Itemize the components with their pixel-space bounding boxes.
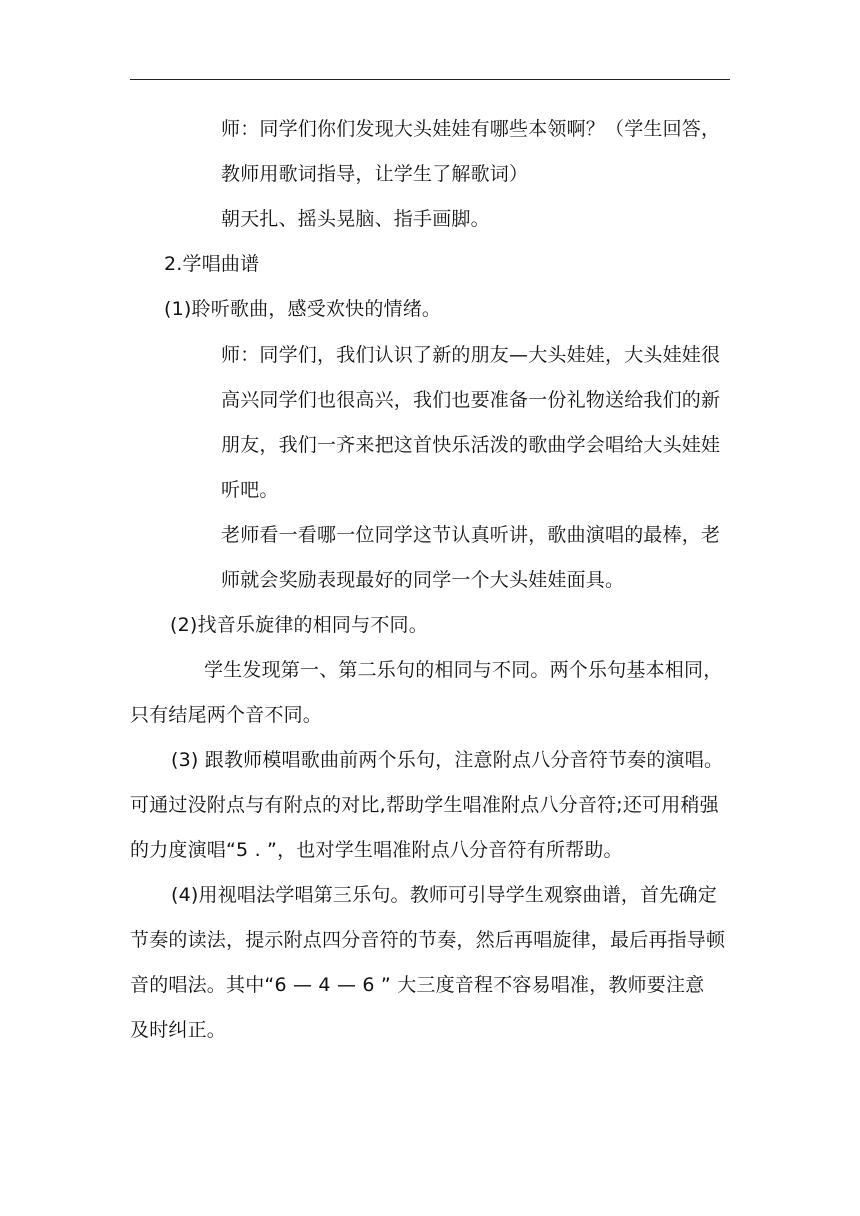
- paragraph-line: (3) 跟教师模唱歌曲前两个乐句，注意附点八分音符节奏的演唱。: [171, 749, 724, 771]
- paragraph-line: 音的唱法。其中“6 — 4 — 6 ” 大三度音程不容易唱准，教师要注意: [130, 974, 705, 996]
- paragraph-line: 节奏的读法，提示附点四分音符的节奏，然后再唱旋律，最后再指导顿: [130, 929, 726, 951]
- subsection-heading: (2)找音乐旋律的相同与不同。: [170, 614, 428, 636]
- paragraph-line: 学生发现第一、第二乐句的相同与不同。两个乐句基本相同，: [204, 659, 723, 681]
- header-rule: [130, 79, 730, 80]
- paragraph-line: 师：同学们，我们认识了新的朋友—大头娃娃，大头娃娃很: [221, 344, 721, 366]
- paragraph-line: 师就会奖励表现最好的同学一个大头娃娃面具。: [221, 569, 625, 591]
- paragraph-line: 老师看一看哪一位同学这节认真听讲，歌曲演唱的最棒，老: [221, 524, 721, 546]
- paragraph-line: 朋友，我们一齐来把这首快乐活泼的歌曲学会唱给大头娃娃: [221, 434, 721, 456]
- section-heading: 2.学唱曲谱: [164, 253, 260, 275]
- paragraph-line: 教师用歌词指导，让学生了解歌词）: [221, 163, 529, 185]
- paragraph-line: 师：同学们你们发现大头娃娃有哪些本领啊？（学生回答，: [221, 118, 721, 140]
- paragraph-line: 朝天扎、摇头晃脑、指手画脚。: [221, 208, 490, 230]
- paragraph-line: 的力度演唱“5 . ”，也对学生唱准附点八分音符有所帮助。: [130, 839, 623, 861]
- paragraph-line: 高兴同学们也很高兴，我们也要准备一份礼物送给我们的新: [221, 389, 721, 411]
- paragraph-line: 听吧。: [221, 479, 279, 501]
- paragraph-line: (4)用视唱法学唱第三乐句。教师可引导学生观察曲谱，首先确定: [171, 884, 717, 906]
- paragraph-line: 及时纠正。: [130, 1019, 227, 1041]
- paragraph-line: 可通过没附点与有附点的对比,帮助学生唱准附点八分音符;还可用稍强: [130, 794, 719, 816]
- paragraph-line: 只有结尾两个音不同。: [130, 704, 323, 726]
- subsection-heading: (1)聆听歌曲，感受欢快的情绪。: [164, 298, 442, 320]
